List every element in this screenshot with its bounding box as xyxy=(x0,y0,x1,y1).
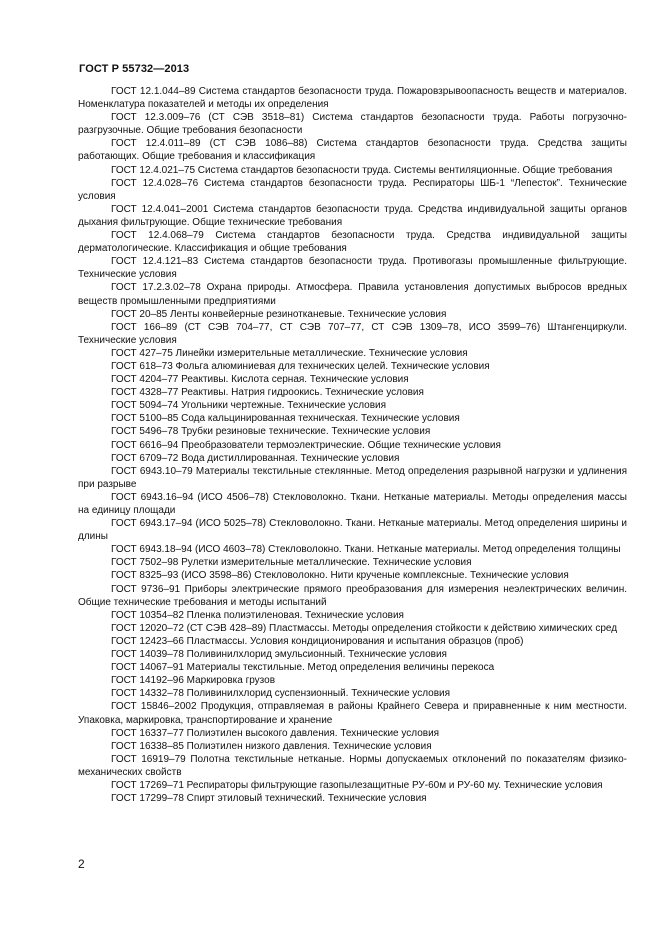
reference-paragraph: ГОСТ 12.4.021–75 Система стандартов безопасности труда. Системы вентиляционные. Общие требования xyxy=(111,164,613,176)
reference-paragraph: ГОСТ 6616–94 Преобразователи термоэлектрические. Общие технические условия xyxy=(111,439,501,451)
reference-paragraph: ГОСТ 9736–91 Приборы электрические прямого преобразования для измерения неэлектрических величин. Общие технические требования и методы испытаний xyxy=(78,583,627,608)
reference-paragraph: ГОСТ 14039–78 Поливинилхлорид эмульсионный. Технические условия xyxy=(111,649,447,661)
reference-paragraph: ГОСТ 16337–77 Полиэтилен высокого давления. Технические условия xyxy=(111,727,440,739)
reference-paragraph: ГОСТ 17.2.3.02–78 Охрана природы. Атмосфера. Правила установления допустимых выбросов вредных веществ промышленными предприятиями xyxy=(78,282,627,307)
reference-paragraph: ГОСТ 6943.16–94 (ИСО 4506–78) Стекловолокно. Ткани. Нетканые материалы. Методы определения массы на единицу площади xyxy=(78,491,627,516)
reference-paragraph: ГОСТ 17269–71 Респираторы фильтрующие газопылезащитные РУ-60м и РУ-60 му. Технические условия xyxy=(111,779,603,791)
reference-paragraph: ГОСТ 12.4.068–79 Система стандартов безопасности труда. Средства индивидуальной защиты дерматологические. Классификация и общие требования xyxy=(78,230,627,255)
normative-references xyxy=(78,85,627,805)
reference-paragraph: ГОСТ 7502–98 Рулетки измерительные металлические. Технические условия xyxy=(111,557,472,569)
reference-paragraph: ГОСТ 16338–85 Полиэтилен низкого давления. Технические условия xyxy=(111,740,432,752)
reference-paragraph: ГОСТ 12.4.121–83 Система стандартов безопасности труда. Противогазы промышленные фильтрующие. Технические условия xyxy=(78,256,627,281)
reference-paragraph: ГОСТ 6943.10–79 Материалы текстильные стеклянные. Метод определения разрывной нагрузки и удлинения при разрыве xyxy=(78,465,627,490)
reference-paragraph: ГОСТ 12.4.028–76 Система стандартов безопасности труда. Респираторы ШБ-1 “Лепесток”. Технические условия xyxy=(78,177,627,202)
reference-paragraph: ГОСТ 12020–72 (СТ СЭВ 428–89) Пластмассы. Методы определения стойкости к действию химических сред xyxy=(111,622,618,634)
reference-paragraph: ГОСТ 5496–78 Трубки резиновые технические. Технические условия xyxy=(111,426,431,438)
reference-paragraph: ГОСТ 10354–82 Пленка полиэтиленовая. Технические условия xyxy=(111,609,404,621)
reference-paragraph: ГОСТ 12.4.011–89 (СТ СЭВ 1086–88) Система стандартов безопасности труда. Средства защиты работающих. Общие требования и классификация xyxy=(78,138,627,163)
page-number: 2 xyxy=(78,857,85,871)
reference-paragraph: ГОСТ 14192–96 Маркировка грузов xyxy=(111,675,276,687)
reference-paragraph: ГОСТ 20–85 Ленты конвейерные резинотканевые. Технические условия xyxy=(111,308,447,320)
reference-paragraph: ГОСТ 12.4.041–2001 Система стандартов безопасности труда. Средства индивидуальной защиты органов дыхания фильтрующие. Общие технические требования xyxy=(78,203,627,228)
reference-paragraph: ГОСТ 16919–79 Полотна текстильные нетканые. Нормы допускаемых отклонений по показателям физико-механических свойств xyxy=(78,753,627,778)
reference-paragraph: ГОСТ 4204–77 Реактивы. Кислота серная. Технические условия xyxy=(111,374,409,386)
reference-paragraph: ГОСТ 5094–74 Угольники чертежные. Технические условия xyxy=(111,400,387,412)
reference-paragraph: ГОСТ 14332–78 Поливинилхлорид суспензионный. Технические условия xyxy=(111,688,451,700)
reference-paragraph: ГОСТ 12.1.044–89 Система стандартов безопасности труда. Пожаровзрывоопасность веществ и материалов. Номенклатура показателей и методы их определения xyxy=(78,86,627,111)
reference-paragraph: ГОСТ 6943.17–94 (ИСО 5025–78) Стекловолокно. Ткани. Нетканые материалы. Метод определения ширины и длины xyxy=(78,518,627,543)
document-header: ГОСТ Р 55732—2013 xyxy=(79,63,190,75)
reference-paragraph: ГОСТ 12.3.009–76 (СТ СЭВ 3518–81) Система стандартов безопасности труда. Работы погрузочно-разгрузочные. Общие требования безопасности xyxy=(78,112,627,137)
reference-paragraph: ГОСТ 427–75 Линейки измерительные металлические. Технические условия xyxy=(111,347,468,359)
reference-paragraph: ГОСТ 6943.18–94 (ИСО 4603–78) Стекловолокно. Ткани. Нетканые материалы. Метод определения толщины xyxy=(111,544,621,556)
reference-paragraph: ГОСТ 8325–93 (ИСО 3598–86) Стекловолокно. Нити крученые комплексные. Технические условия xyxy=(111,570,569,582)
reference-paragraph: ГОСТ 166–89 (СТ СЭВ 704–77, СТ СЭВ 707–77, СТ СЭВ 1309–78, ИСО 3599–76) Штангенциркули. Технические условия xyxy=(78,321,627,346)
reference-paragraph: ГОСТ 17299–78 Спирт этиловый технический. Технические условия xyxy=(111,793,427,805)
reference-paragraph: ГОСТ 14067–91 Материалы текстильные. Метод определения величины перекоса xyxy=(111,662,495,674)
reference-paragraph: ГОСТ 6709–72 Вода дистиллированная. Технические условия xyxy=(111,452,400,464)
reference-paragraph: ГОСТ 5100–85 Сода кальцинированная техническая. Технические условия xyxy=(111,413,460,425)
reference-paragraph: ГОСТ 618–73 Фольга алюминиевая для технических целей. Технические условия xyxy=(111,360,490,372)
reference-paragraph: ГОСТ 15846–2002 Продукция, отправляемая в районы Крайнего Севера и приравненные к ним местности. Упаковка, маркировка, транспортирование и хранение xyxy=(78,701,627,726)
reference-paragraph: ГОСТ 4328–77 Реактивы. Натрия гидроокись. Технические условия xyxy=(111,387,424,399)
reference-paragraph: ГОСТ 12423–66 Пластмассы. Условия кондиционирования и испытания образцов (проб) xyxy=(111,635,524,647)
